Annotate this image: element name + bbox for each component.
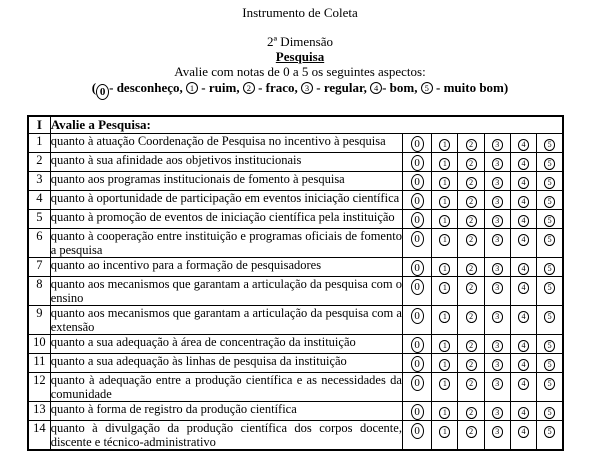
rating-cell-1: [432, 277, 458, 306]
rating-cell-0: [402, 421, 431, 451]
rating-cell-5: [537, 277, 563, 306]
rating-cell-2: [458, 354, 484, 373]
rating-cell-3: [484, 258, 510, 277]
row-number: 5: [28, 210, 50, 229]
rating-cell-2: [458, 335, 484, 354]
document-header: [0, 0, 600, 100]
circled-4-icon: 4: [518, 426, 529, 438]
table-row: [28, 354, 563, 373]
rating-cell-3: [484, 172, 510, 191]
rating-cell-1: [432, 172, 458, 191]
circled-5-icon: 5: [544, 282, 555, 294]
rating-cell-3: [484, 134, 510, 153]
legend-open-paren: (: [91, 80, 97, 95]
rating-cell-4: [510, 191, 536, 210]
circled-3-icon: 3: [492, 426, 503, 438]
rating-cell-2: [458, 153, 484, 172]
circled-0-icon: 0: [411, 423, 424, 439]
circled-5-icon: 5: [544, 215, 555, 227]
table-row: [28, 335, 563, 354]
rating-cell-3: [484, 402, 510, 421]
rating-cell-1: [432, 210, 458, 229]
circled-2-icon: 2: [466, 340, 477, 352]
rating-cell-4: [510, 306, 536, 335]
rating-cell-5: [537, 402, 563, 421]
circled-1-icon: 1: [439, 426, 450, 438]
rating-cell-3: [484, 354, 510, 373]
circled-4-icon: 4: [518, 177, 529, 189]
circled-5-icon: 5: [544, 426, 555, 438]
rating-cell-1: [432, 258, 458, 277]
rating-cell-3: [484, 229, 510, 258]
rating-cell-3: [484, 210, 510, 229]
circled-4-icon: 4: [518, 215, 529, 227]
question-text: quanto aos programas institucionais de fomento à pesquisa: [50, 172, 402, 191]
rating-cell-0: [402, 277, 431, 306]
rating-cell-4: [510, 134, 536, 153]
circled-5-icon: 5: [544, 311, 555, 323]
evaluation-table: [27, 115, 564, 451]
header-title-cell: Avalie a Pesquisa:: [50, 116, 563, 134]
circled-4-icon: 4: [518, 282, 529, 294]
rating-cell-3: [484, 373, 510, 402]
legend-items: [96, 80, 504, 98]
circled-0-icon: 0: [411, 136, 424, 152]
rating-cell-4: [510, 258, 536, 277]
row-number: 7: [28, 258, 50, 277]
rating-cell-4: [510, 421, 536, 451]
circled-2-icon: 2: [466, 177, 477, 189]
question-text: quanto aos mecanismos que garantam a articulação da pesquisa com o ensino: [50, 277, 402, 305]
rating-cell-4: [510, 229, 536, 258]
circled-4-icon: 4: [518, 234, 529, 246]
rating-cell-0: [402, 335, 431, 354]
circled-0-icon: 0: [411, 193, 424, 209]
circled-1-icon: 1: [439, 139, 450, 151]
rating-cell-3: [484, 306, 510, 335]
rating-cell-3: [484, 335, 510, 354]
question-text: quanto aos mecanismos que garantam a articulação da pesquisa com a extensão: [50, 306, 402, 334]
circled-0-icon: 0: [411, 308, 424, 324]
rating-cell-4: [510, 172, 536, 191]
legend-circled-3-icon: 3: [301, 82, 313, 94]
circled-3-icon: 3: [492, 263, 503, 275]
row-number: 13: [28, 402, 50, 421]
row-number: 11: [28, 354, 50, 373]
circled-2-icon: 2: [466, 263, 477, 275]
circled-2-icon: 2: [466, 378, 477, 390]
question-text: quanto à forma de registro da produção científica: [50, 402, 402, 421]
circled-3-icon: 3: [492, 407, 503, 419]
rating-cell-0: [402, 229, 431, 258]
rating-cell-5: [537, 421, 563, 451]
rating-cell-4: [510, 335, 536, 354]
section-title: Pesquisa: [275, 49, 325, 64]
rating-cell-2: [458, 402, 484, 421]
circled-5-icon: 5: [544, 196, 555, 208]
row-number: 1: [28, 134, 50, 153]
rating-cell-2: [458, 191, 484, 210]
circled-2-icon: 2: [466, 139, 477, 151]
legend-circled-4-icon: 4: [370, 82, 382, 94]
rating-cell-5: [537, 306, 563, 335]
rating-cell-0: [402, 153, 431, 172]
rating-cell-2: [458, 277, 484, 306]
circled-3-icon: 3: [492, 215, 503, 227]
rating-cell-0: [402, 191, 431, 210]
circled-2-icon: 2: [466, 196, 477, 208]
row-number: 8: [28, 277, 50, 306]
circled-5-icon: 5: [544, 340, 555, 352]
circled-3-icon: 3: [492, 177, 503, 189]
rating-cell-5: [537, 354, 563, 373]
circled-3-icon: 3: [492, 139, 503, 151]
question-text: quanto à sua afinidade aos objetivos institucionais: [50, 153, 402, 172]
header-index-cell: I: [28, 116, 50, 134]
circled-3-icon: 3: [492, 234, 503, 246]
rating-cell-1: [432, 354, 458, 373]
circled-4-icon: 4: [518, 407, 529, 419]
rating-cell-2: [458, 373, 484, 402]
spacer: [0, 20, 600, 34]
rating-cell-3: [484, 191, 510, 210]
circled-0-icon: 0: [411, 231, 424, 247]
circled-2-icon: 2: [466, 282, 477, 294]
rating-cell-0: [402, 210, 431, 229]
rating-cell-4: [510, 277, 536, 306]
question-text: quanto a sua adequação às linhas de pesquisa da instituição: [50, 354, 402, 373]
circled-0-icon: 0: [411, 174, 424, 190]
rating-cell-0: [402, 354, 431, 373]
circled-5-icon: 5: [544, 407, 555, 419]
rating-cell-1: [432, 134, 458, 153]
circled-0-icon: 0: [411, 260, 424, 276]
circled-3-icon: 3: [492, 282, 503, 294]
rating-cell-4: [510, 354, 536, 373]
rating-cell-0: [402, 172, 431, 191]
legend-circled-5-icon: 5: [421, 82, 433, 94]
rating-cell-1: [432, 402, 458, 421]
legend-circled-0-icon: 0: [96, 84, 109, 100]
rating-cell-2: [458, 229, 484, 258]
legend-label-5: - muito bom: [432, 80, 504, 95]
legend-label-3: - regular,: [313, 80, 371, 95]
question-text: quanto à oportunidade de participação em eventos iniciação científica: [50, 191, 402, 210]
table-header-row: [28, 116, 563, 134]
circled-2-icon: 2: [466, 158, 477, 170]
table-row: [28, 306, 563, 335]
circled-4-icon: 4: [518, 196, 529, 208]
rating-cell-2: [458, 258, 484, 277]
circled-3-icon: 3: [492, 359, 503, 371]
circled-2-icon: 2: [466, 311, 477, 323]
rating-cell-2: [458, 134, 484, 153]
row-number: 3: [28, 172, 50, 191]
circled-2-icon: 2: [466, 359, 477, 371]
rating-cell-3: [484, 421, 510, 451]
circled-3-icon: 3: [492, 158, 503, 170]
row-number: 10: [28, 335, 50, 354]
rating-cell-5: [537, 229, 563, 258]
circled-1-icon: 1: [439, 378, 450, 390]
page-title: Instrumento de Coleta: [242, 5, 358, 20]
circled-4-icon: 4: [518, 263, 529, 275]
table-row: [28, 134, 563, 153]
circled-4-icon: 4: [518, 340, 529, 352]
rating-legend: [0, 80, 600, 100]
table-row: [28, 191, 563, 210]
circled-1-icon: 1: [439, 311, 450, 323]
rating-cell-0: [402, 402, 431, 421]
instruction-text: Avalie com notas de 0 a 5 os seguintes aspectos:: [174, 64, 426, 79]
circled-1-icon: 1: [439, 340, 450, 352]
rating-cell-5: [537, 191, 563, 210]
rating-cell-5: [537, 134, 563, 153]
table-row: [28, 277, 563, 306]
circled-4-icon: 4: [518, 378, 529, 390]
rating-cell-1: [432, 191, 458, 210]
rating-cell-4: [510, 153, 536, 172]
circled-5-icon: 5: [544, 378, 555, 390]
circled-0-icon: 0: [411, 375, 424, 391]
circled-3-icon: 3: [492, 311, 503, 323]
rating-cell-1: [432, 373, 458, 402]
rating-cell-5: [537, 210, 563, 229]
rating-cell-0: [402, 134, 431, 153]
row-number: 12: [28, 373, 50, 402]
circled-1-icon: 1: [439, 282, 450, 294]
row-number: 9: [28, 306, 50, 335]
rating-cell-4: [510, 402, 536, 421]
circled-1-icon: 1: [439, 407, 450, 419]
question-text: quanto à adequação entre a produção científica e as necessidades da comunidade: [50, 373, 402, 401]
circled-2-icon: 2: [466, 215, 477, 227]
circled-5-icon: 5: [544, 158, 555, 170]
row-number: 6: [28, 229, 50, 258]
circled-3-icon: 3: [492, 340, 503, 352]
circled-1-icon: 1: [439, 196, 450, 208]
table-row: [28, 402, 563, 421]
circled-5-icon: 5: [544, 177, 555, 189]
circled-0-icon: 0: [411, 155, 424, 171]
circled-4-icon: 4: [518, 311, 529, 323]
table-row: [28, 210, 563, 229]
table-row: [28, 172, 563, 191]
rating-cell-5: [537, 172, 563, 191]
circled-4-icon: 4: [518, 359, 529, 371]
rating-cell-1: [432, 153, 458, 172]
circled-0-icon: 0: [411, 212, 424, 228]
question-text: quanto à atuação Coordenação de Pesquisa no incentivo à pesquisa: [50, 134, 402, 153]
rating-cell-1: [432, 306, 458, 335]
rating-cell-2: [458, 210, 484, 229]
row-number: 14: [28, 421, 50, 451]
rating-cell-2: [458, 421, 484, 451]
table-row: [28, 153, 563, 172]
circled-4-icon: 4: [518, 158, 529, 170]
circled-0-icon: 0: [411, 279, 424, 295]
circled-3-icon: 3: [492, 378, 503, 390]
legend-label-1: - ruim,: [198, 80, 243, 95]
circled-0-icon: 0: [411, 356, 424, 372]
circled-5-icon: 5: [544, 234, 555, 246]
legend-label-0: - desconheço,: [109, 80, 187, 95]
circled-1-icon: 1: [439, 158, 450, 170]
table-row: [28, 421, 563, 451]
row-number: 4: [28, 191, 50, 210]
legend-label-4: - bom,: [382, 80, 421, 95]
question-text: quanto à promoção de eventos de iniciação científica pela instituição: [50, 210, 402, 229]
circled-4-icon: 4: [518, 139, 529, 151]
circled-2-icon: 2: [466, 407, 477, 419]
circled-1-icon: 1: [439, 263, 450, 275]
circled-0-icon: 0: [411, 337, 424, 353]
circled-5-icon: 5: [544, 359, 555, 371]
legend-circled-1-icon: 1: [186, 82, 198, 94]
circled-0-icon: 0: [411, 404, 424, 420]
table-row: [28, 258, 563, 277]
circled-2-icon: 2: [466, 234, 477, 246]
rating-cell-4: [510, 210, 536, 229]
legend-label-2: - fraco,: [254, 80, 302, 95]
row-number: 2: [28, 153, 50, 172]
rating-cell-5: [537, 153, 563, 172]
rating-cell-5: [537, 373, 563, 402]
rating-cell-3: [484, 277, 510, 306]
rating-cell-3: [484, 153, 510, 172]
circled-1-icon: 1: [439, 177, 450, 189]
circled-1-icon: 1: [439, 234, 450, 246]
rating-cell-1: [432, 335, 458, 354]
rating-cell-0: [402, 306, 431, 335]
rating-cell-0: [402, 373, 431, 402]
rating-cell-5: [537, 258, 563, 277]
question-text: quanto ao incentivo para a formação de pesquisadores: [50, 258, 402, 277]
rating-cell-4: [510, 373, 536, 402]
rating-cell-1: [432, 229, 458, 258]
circled-5-icon: 5: [544, 263, 555, 275]
legend-close-paren: ): [503, 80, 509, 95]
circled-5-icon: 5: [544, 139, 555, 151]
dimension-label: 2ª Dimensão: [266, 34, 334, 49]
table-row: [28, 373, 563, 402]
rating-cell-0: [402, 258, 431, 277]
rating-cell-2: [458, 172, 484, 191]
table-row: [28, 229, 563, 258]
circled-3-icon: 3: [492, 196, 503, 208]
circled-2-icon: 2: [466, 426, 477, 438]
circled-1-icon: 1: [439, 359, 450, 371]
rating-cell-2: [458, 306, 484, 335]
circled-1-icon: 1: [439, 215, 450, 227]
rating-cell-1: [432, 421, 458, 451]
question-text: quanto à cooperação entre instituição e programas oficiais de fomento a pesquisa: [50, 229, 402, 257]
question-text: quanto à divulgação da produção científica dos corpos docente, discente e técnico-administrativo: [50, 421, 402, 449]
rating-cell-5: [537, 335, 563, 354]
question-text: quanto a sua adequação à área de concentração da instituição: [50, 335, 402, 354]
legend-circled-2-icon: 2: [243, 82, 255, 94]
